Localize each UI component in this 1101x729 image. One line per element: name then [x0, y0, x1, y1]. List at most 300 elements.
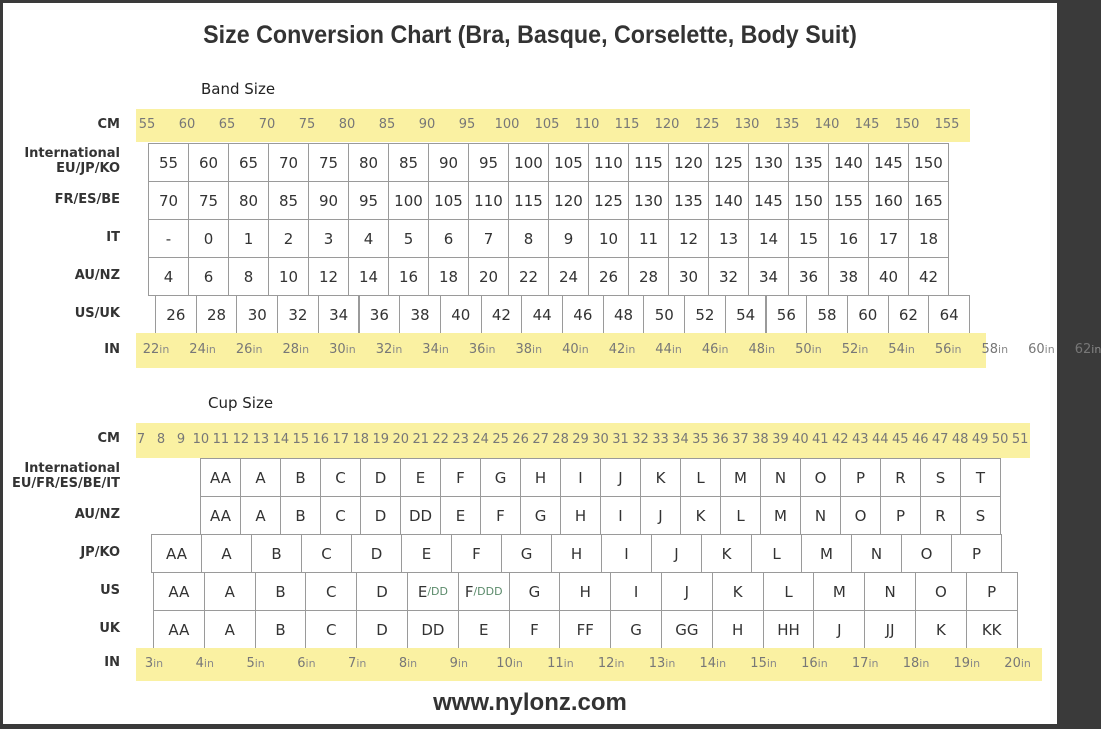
band-in-ruler-tick-value: 54: [888, 341, 905, 357]
cup-in-ruler-tick: [496, 656, 523, 671]
cup-in-ruler-tick-unit: in: [407, 656, 418, 670]
band-in-label-line: IN: [104, 341, 120, 357]
cup-row-3-cell-value: G: [528, 582, 541, 601]
cup-row-1-cell: [880, 496, 921, 535]
band-row-2-cell: [588, 219, 629, 258]
band-row-1-cell-value: 95: [358, 191, 379, 210]
cup-in-ruler-tick-value: 12: [597, 655, 615, 671]
cup-row-3-cell-value: H: [579, 582, 591, 601]
band-row-4-cell-value: 40: [451, 305, 471, 324]
cup-in-ruler-tick-unit: in: [457, 656, 468, 670]
band-row-1-cell-value: 160: [874, 191, 903, 210]
band-in-ruler-tick-unit: in: [299, 342, 310, 356]
cup-row-1-cell: [920, 496, 961, 535]
cup-in-ruler-tick: [1004, 656, 1031, 671]
cup-cm-ruler-tick-value: 21: [412, 431, 429, 447]
band-cm-ruler-tick: [775, 117, 800, 132]
band-row-3-cell: [828, 257, 869, 296]
band-row-2-cell-value: 8: [523, 229, 534, 248]
cup-in-ruler-tick: [348, 656, 366, 671]
cup-in-ruler-tick-value: 14: [699, 655, 717, 671]
band-in-ruler-tick-unit: in: [858, 342, 869, 356]
cup-row-3-cell-value: P: [987, 582, 997, 601]
band-cm-ruler-tick: [299, 117, 316, 132]
cup-row-label-line: US: [100, 582, 120, 598]
band-row-2-cell-value: 0: [203, 229, 214, 248]
band-row-4-cell-value: 64: [939, 305, 959, 324]
band-row-2-cell: [628, 219, 669, 258]
cup-row-1-cell-value: H: [574, 506, 587, 525]
cup-cm-ruler-tick-value: 24: [472, 431, 489, 447]
cup-row-3-cell: [712, 572, 764, 611]
cup-row-4-cell: [661, 610, 713, 649]
cup-row-4-cell-value: GG: [675, 620, 699, 639]
band-row-label-line: FR/ES/BE: [54, 191, 120, 207]
cup-cm-ruler-tick-value: 15: [292, 431, 310, 447]
band-row-1-cell-value: 110: [474, 191, 503, 210]
cup-in-ruler-tick-unit: in: [305, 656, 316, 670]
band-row-0-cell-value: 110: [594, 153, 623, 172]
cup-cm-ruler-tick: [772, 432, 789, 447]
band-in-ruler-tick: [1028, 342, 1055, 357]
band-row-2-cell-value: 15: [798, 229, 819, 248]
cup-row-1-cell: [400, 496, 441, 535]
cup-cm-ruler-tick: [372, 432, 389, 447]
cup-row-4-cell-value: AA: [168, 620, 190, 639]
cup-in-ruler-tick-unit: in: [919, 656, 930, 670]
cup-cm-ruler-tick-value: 7: [136, 431, 146, 447]
cup-row-label-line: JP/KO: [80, 544, 120, 560]
cup-row-2-cell-value: K: [721, 544, 732, 563]
cup-cm-ruler-tick: [692, 432, 709, 447]
cup-row-3-cell: [509, 572, 561, 611]
cup-row-2-cell: [451, 534, 502, 573]
band-row-0-cell: [348, 143, 389, 182]
cup-row-3-cell-value: K: [732, 582, 743, 601]
cup-row-3-cell: [204, 572, 256, 611]
band-in-ruler-tick-value: 40: [562, 341, 579, 357]
cup-in-ruler-tick: [750, 656, 777, 671]
band-row-2-cell: [228, 219, 269, 258]
cup-row-0-cell: [280, 458, 321, 497]
band-in-ruler-tick-unit: in: [159, 342, 170, 356]
cup-row-0-cell: [560, 458, 601, 497]
band-cm-ruler-tick-value: 145: [854, 116, 880, 132]
cup-cm-ruler-tick: [452, 432, 469, 447]
cup-row-4-cell-value: HH: [777, 620, 800, 639]
band-in-ruler-tick: [422, 342, 449, 357]
cup-row-1-cell: [800, 496, 841, 535]
band-row-0-cell: [668, 143, 709, 182]
cup-in-ruler-tick: [598, 656, 625, 671]
cup-cm-ruler-tick: [552, 432, 569, 447]
cup-row-1-cell: [760, 496, 801, 535]
band-in-ruler-tick-unit: in: [438, 342, 449, 356]
band-cm-ruler-tick-value: 120: [654, 116, 680, 132]
cup-row-1-cell-value: C: [335, 506, 346, 525]
cup-cm-ruler-tick: [632, 432, 649, 447]
band-row-2-cell-value: 7: [483, 229, 494, 248]
band-row-1-cell-value: 100: [394, 191, 423, 210]
band-row-3-cell: [548, 257, 589, 296]
cup-cm-ruler-tick-value: 34: [672, 431, 689, 447]
band-cm-ruler-tick: [855, 117, 880, 132]
band-row-4-cell: [521, 295, 563, 334]
cup-in-ruler-tick-unit: in: [970, 656, 981, 670]
band-in-ruler-tick-value: 48: [748, 341, 766, 357]
cup-row-0-cell-value: H: [534, 468, 547, 487]
band-row-4-cell-value: 34: [329, 305, 349, 324]
band-row-label: [0, 268, 120, 283]
band-row-1-cell: [788, 181, 829, 220]
band-in-ruler-tick: [562, 342, 589, 357]
cup-row-0-cell-value: A: [255, 468, 266, 487]
band-row-2-cell-value: 11: [638, 229, 659, 248]
band-row-2-cell: [268, 219, 309, 258]
band-row-3-cell: [188, 257, 229, 296]
band-row-1-cell: [188, 181, 229, 220]
band-row-4-cell: [440, 295, 482, 334]
band-cm-ruler-tick: [459, 117, 476, 132]
cup-cm-ruler-tick-value: 39: [772, 431, 789, 447]
cup-row-2-cell-value: B: [271, 544, 282, 563]
band-in-ruler-tick-unit: in: [1044, 342, 1055, 356]
band-row-3-cell: [388, 257, 429, 296]
band-cm-ruler-tick: [139, 117, 156, 132]
cup-row-0-cell-value: O: [814, 468, 827, 487]
cup-row-2-cell: [301, 534, 352, 573]
band-row-1-cell-value: 130: [634, 191, 663, 210]
cup-row-2-cell: [801, 534, 852, 573]
cup-row-2-cell-value: F: [472, 544, 481, 563]
band-row-3-cell-value: 22: [518, 267, 539, 286]
band-row-0-cell: [868, 143, 909, 182]
cup-cm-ruler-tick-value: 46: [911, 431, 929, 447]
band-row-label-line: IT: [106, 229, 120, 245]
cup-cm-ruler-tick: [932, 432, 949, 447]
cup-row-3-cell: [966, 572, 1018, 611]
cup-row-4-cell-value: A: [224, 620, 235, 639]
cup-row-0-cell-value: B: [295, 468, 306, 487]
cup-cm-ruler-tick: [1012, 432, 1029, 447]
cup-in-ruler-tick: [246, 656, 264, 671]
band-in-ruler-tick: [329, 342, 356, 357]
band-row-label: [0, 192, 120, 207]
cup-in-ruler-tick: [903, 656, 930, 671]
cup-row-3-cell-value: J: [684, 582, 690, 601]
cup-in-ruler-tick-unit: in: [203, 656, 214, 670]
cup-cm-ruler-tick: [193, 432, 210, 447]
cup-cm-ruler-tick-value: 48: [951, 431, 969, 447]
band-row-0-cell: [828, 143, 869, 182]
band-row-3-cell-value: 4: [163, 267, 174, 286]
cup-row-3-cell: [153, 572, 205, 611]
cup-cm-ruler-tick: [892, 432, 909, 447]
cup-row-1-cell: [440, 496, 481, 535]
cup-row-0-cell: [840, 458, 881, 497]
cup-row-3-cell: [458, 572, 510, 611]
cup-cm-ruler-tick-value: 9: [176, 431, 186, 447]
band-row-0-cell-value: 120: [674, 153, 703, 172]
cup-cm-ruler-tick: [652, 432, 669, 447]
cup-in-ruler-tick-value: 16: [801, 655, 818, 671]
band-row-0-cell: [588, 143, 629, 182]
cup-in-ruler-tick: [649, 656, 676, 671]
cup-row-4-cell: [864, 610, 916, 649]
band-in-ruler-tick: [842, 342, 869, 357]
band-row-1-cell: [468, 181, 509, 220]
band-row-3-cell-value: 26: [598, 267, 619, 286]
band-row-1-cell-value: 125: [594, 191, 623, 210]
cup-cm-ruler-tick: [712, 432, 729, 447]
cup-row-4-cell: [559, 610, 611, 649]
band-row-3-cell-value: 6: [203, 267, 214, 286]
cup-row-0-cell: [480, 458, 521, 497]
band-in-ruler-tick-unit: in: [1091, 342, 1101, 356]
cup-cm-ruler-tick: [352, 432, 369, 447]
cup-in-ruler-tick: [450, 656, 468, 671]
band-in-ruler-tick-value: 62: [1074, 341, 1092, 357]
size-conversion-chart: [3, 3, 1101, 724]
cup-row-4-cell-value: F: [530, 620, 539, 639]
band-in-ruler-tick-unit: in: [671, 342, 682, 356]
band-row-4-cell: [236, 295, 278, 334]
band-cm-ruler-tick-value: 70: [258, 116, 276, 132]
cup-row-1-cell-value: S: [975, 506, 986, 525]
cup-in-ruler-tick: [547, 656, 574, 671]
band-row-1-cell-value: 115: [514, 191, 543, 210]
band-row-1-cell-value: 145: [754, 191, 783, 210]
cup-cm-ruler-tick-value: 30: [592, 431, 609, 447]
cup-row-4-cell-value: JJ: [885, 620, 895, 639]
cup-row-1-cell-value: N: [814, 506, 827, 525]
band-row-1-cell-value: 80: [238, 191, 259, 210]
band-row-0-cell-value: 75: [318, 153, 339, 172]
cup-row-3-cell-alt-value: /DD: [427, 585, 448, 598]
band-cm-ruler-tick: [259, 117, 276, 132]
cup-cm-ruler-tick-value: 19: [372, 431, 390, 447]
cup-cm-label: [0, 431, 120, 446]
band-row-3-cell: [308, 257, 349, 296]
band-row-4-cell: [277, 295, 319, 334]
band-cm-ruler-tick-value: 65: [218, 116, 236, 132]
band-row-4-cell-value: 42: [491, 305, 511, 324]
cup-row-3-cell-value: E: [417, 582, 428, 601]
band-row-3-cell-value: 30: [678, 267, 699, 286]
band-row-4-cell: [806, 295, 848, 334]
band-row-0-cell-value: 135: [794, 153, 823, 172]
cup-cm-ruler-tick-value: 26: [512, 431, 529, 447]
band-row-0-cell-value: 115: [634, 153, 663, 172]
cup-row-0-cell-value: F: [456, 468, 465, 487]
cup-row-label: [0, 461, 120, 491]
cup-row-label: [0, 583, 120, 598]
cup-row-3-cell-value: L: [784, 582, 793, 601]
cup-cm-ruler-tick-value: 20: [392, 431, 410, 447]
cup-row-2-cell: [651, 534, 702, 573]
band-row-0-cell: [628, 143, 669, 182]
band-in-ruler-tick: [888, 342, 915, 357]
cup-cm-ruler-tick-value: 38: [752, 431, 769, 447]
cup-row-2-cell: [251, 534, 302, 573]
band-cm-ruler-tick: [735, 117, 760, 132]
cup-row-0-cell-value: N: [774, 468, 787, 487]
band-row-0-cell-value: 70: [278, 153, 299, 172]
band-row-1-cell-value: 155: [834, 191, 863, 210]
cup-row-3-cell: [356, 572, 408, 611]
band-row-4-cell-value: 36: [369, 305, 389, 324]
cup-cm-ruler-tick: [832, 432, 849, 447]
cup-cm-ruler-tick-value: 29: [572, 431, 589, 447]
band-in-ruler-tick: [143, 342, 170, 357]
cup-row-3-cell-value: A: [224, 582, 235, 601]
band-row-4-cell-value: 48: [613, 305, 634, 324]
cup-in-ruler-tick-value: 17: [851, 655, 869, 671]
cup-row-2-cell-value: L: [772, 544, 781, 563]
cup-cm-ruler-tick-value: 44: [871, 431, 889, 447]
cup-in-ruler-tick-value: 6: [297, 655, 306, 671]
cup-row-0-cell-value: P: [855, 468, 866, 487]
band-in-ruler-tick-unit: in: [811, 342, 822, 356]
cup-row-2-cell-value: O: [920, 544, 933, 563]
band-cm-ruler-tick: [655, 117, 680, 132]
cup-row-1-cell-value: G: [534, 506, 547, 525]
cup-row-4-cell: [356, 610, 408, 649]
cup-in-ruler-tick: [801, 656, 828, 671]
cup-row-2-cell-value: G: [520, 544, 533, 563]
cup-row-0-cell-value: L: [696, 468, 705, 487]
band-row-0-cell: [548, 143, 589, 182]
cup-cm-ruler-tick: [992, 432, 1009, 447]
chart-title: Size Conversion Chart (Bra, Basque, Corselette, Body Suit): [203, 21, 857, 49]
cup-in-ruler-tick-unit: in: [254, 656, 265, 670]
band-row-1-cell-value: 165: [914, 191, 943, 210]
cup-in-ruler-tick-value: 13: [648, 655, 666, 671]
cup-row-0-cell-value: J: [618, 468, 623, 487]
cup-in-ruler-tick-unit: in: [153, 656, 164, 670]
band-in-label: [0, 342, 120, 357]
band-in-ruler-tick-value: 44: [655, 341, 672, 357]
band-row-3-cell-value: 38: [838, 267, 859, 286]
cup-in-ruler-tick-value: 3: [144, 655, 154, 671]
band-cm-label: [0, 117, 120, 132]
cup-row-0-cell: [880, 458, 921, 497]
band-row-0-cell: [468, 143, 509, 182]
band-cm-ruler-tick-value: 155: [934, 116, 960, 132]
cup-row-1-cell: [840, 496, 881, 535]
cup-row-3-cell: [610, 572, 662, 611]
cup-cm-ruler-tick: [313, 432, 330, 447]
cup-row-1-cell: [560, 496, 601, 535]
cup-row-4-cell: [458, 610, 510, 649]
cup-row-2-cell: [751, 534, 802, 573]
cup-in-ruler-tick-unit: in: [563, 656, 574, 670]
band-row-2-cell: [428, 219, 469, 258]
cup-row-label: [0, 621, 120, 636]
cup-row-4-cell-value: E: [478, 620, 489, 639]
cup-row-label-line: International: [24, 461, 120, 476]
cup-in-ruler-tick-unit: in: [766, 656, 777, 670]
cup-row-0-cell-value: G: [494, 468, 507, 487]
band-row-4-cell-value: 62: [898, 305, 918, 324]
band-row-4-cell: [155, 295, 197, 334]
cup-cm-ruler-tick: [952, 432, 969, 447]
cup-row-0-cell-value: C: [335, 468, 346, 487]
band-in-ruler-tick-value: 36: [468, 341, 486, 357]
cup-in-ruler-tick-value: 10: [496, 655, 513, 671]
band-row-4-cell-value: 50: [654, 305, 674, 324]
band-row-0-cell: [908, 143, 949, 182]
cup-row-1-cell: [360, 496, 401, 535]
band-row-4-cell: [766, 295, 808, 334]
cup-cm-ruler-tick-value: 22: [432, 431, 449, 447]
band-row-0-cell: [708, 143, 749, 182]
band-row-2-cell-value: 2: [283, 229, 294, 248]
cup-row-2-cell: [351, 534, 402, 573]
band-row-1-cell: [708, 181, 749, 220]
band-row-1-cell: [628, 181, 669, 220]
band-in-ruler-tick: [795, 342, 822, 357]
band-row-4-cell-value: 58: [817, 305, 837, 324]
band-in-ruler-tick: [376, 342, 403, 357]
cup-in-ruler-tick-unit: in: [614, 656, 625, 670]
cup-cm-ruler-tick: [213, 432, 230, 447]
band-row-1-cell-value: 105: [434, 191, 463, 210]
cup-row-1-cell-value: L: [736, 506, 745, 525]
cup-row-1-cell: [720, 496, 761, 535]
cup-row-0-cell: [360, 458, 401, 497]
band-in-ruler-tick-unit: in: [532, 342, 543, 356]
cup-row-2-cell-value: H: [570, 544, 583, 563]
band-row-3-cell: [628, 257, 669, 296]
cup-row-3-cell: [305, 572, 357, 611]
cup-row-0-cell-value: S: [935, 468, 946, 487]
cup-row-3-cell-value: C: [326, 582, 337, 601]
band-cm-ruler-tick-value: 125: [694, 116, 720, 132]
cup-row-0-cell-value: T: [975, 468, 986, 487]
cup-in-ruler-tick-unit: in: [1020, 656, 1031, 670]
cup-cm-ruler-tick: [157, 432, 165, 447]
cup-row-4-cell-value: H: [732, 620, 744, 639]
cup-row-0-cell: [400, 458, 441, 497]
band-row-3-cell: [708, 257, 749, 296]
cup-row-4-cell-value: J: [837, 620, 842, 639]
band-row-3-cell-value: 18: [438, 267, 459, 286]
cup-row-2-cell-value: E: [421, 544, 432, 563]
cup-cm-ruler-tick: [972, 432, 989, 447]
cup-cm-ruler-tick-value: 17: [332, 431, 350, 447]
cup-row-2-cell: [701, 534, 752, 573]
band-row-4-cell-value: 38: [410, 305, 430, 324]
band-in-ruler-tick: [702, 342, 729, 357]
cup-row-3-cell-value: N: [884, 582, 896, 601]
band-cm-ruler-tick: [615, 117, 640, 132]
band-row-3-cell-value: 20: [478, 267, 499, 286]
band-row-4-cell-value: 30: [247, 305, 267, 324]
cup-row-4-cell: [407, 610, 459, 649]
cup-cm-ruler-tick-value: 10: [192, 431, 210, 447]
cup-row-label-line: UK: [99, 620, 120, 636]
cup-size-title: Cup Size: [208, 394, 274, 412]
cup-cm-ruler-tick: [432, 432, 449, 447]
band-in-ruler-tick-unit: in: [205, 342, 216, 356]
band-cm-ruler-tick: [419, 117, 436, 132]
cup-in-ruler-tick-unit: in: [817, 656, 828, 670]
band-row-2-cell-value: 16: [838, 229, 859, 248]
band-row-0-cell-value: 125: [714, 153, 743, 172]
band-row-1-cell-value: 70: [158, 191, 179, 210]
cup-row-0-cell: [720, 458, 761, 497]
